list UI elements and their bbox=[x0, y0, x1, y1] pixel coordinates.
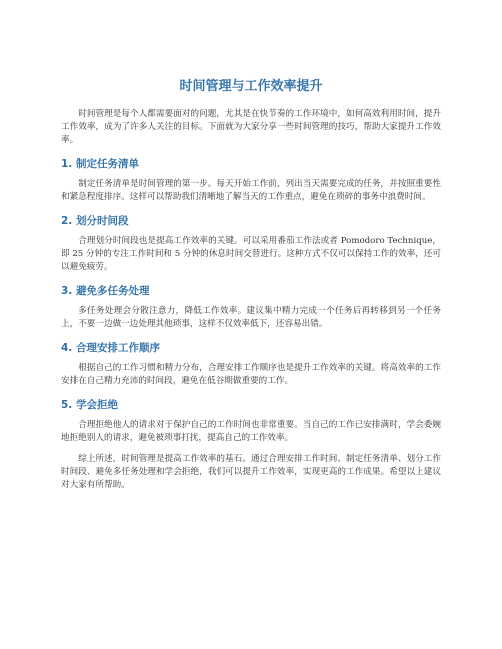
section-body-work-order: 根据自己的工作习惯和精力分布，合理安排工作顺序也是提升工作效率的关键。将高效率的工作安排在自己精力充沛的时间段，避免在低谷期做重要的工作。 bbox=[61, 363, 441, 386]
intro-paragraph: 时间管理是每个人都需要面对的问题，尤其是在快节奏的工作环境中，如何高效利用时间，提升工作效率，成为了许多人关注的目标。下面就为大家分享一些时间管理的技巧，帮助大家提升工作效率。 bbox=[61, 109, 441, 145]
section-heading-avoid-multitasking: 3. 避免多任务处理 bbox=[61, 285, 150, 297]
conclusion-paragraph: 综上所述，时间管理是提高工作效率的基石。通过合理安排工作时间、制定任务清单、划分工作时间段、避免多任务处理和学会拒绝，我们可以提升工作效率，实现更高的工作成果。希望以上建议对大家有所帮助。 bbox=[61, 454, 441, 490]
document-content bbox=[61, 78, 441, 492]
section-body-learn-to-refuse: 合理拒绝他人的请求对于保护自己的工作时间也非常重要。当自己的工作已安排满时，学会委婉地拒绝别人的请求，避免被琐事打扰，提高自己的工作效率。 bbox=[61, 420, 441, 443]
section-heading-time-blocks: 2. 划分时间段 bbox=[61, 215, 129, 227]
document-title: 时间管理与工作效率提升 bbox=[179, 79, 323, 94]
section-body-avoid-multitasking: 多任务处理会分散注意力，降低工作效率。建议集中精力完成一个任务后再转移到另一个任务上，不要一边做一边处理其他琐事，这样不仅效率低下，还容易出错。 bbox=[61, 306, 441, 329]
section-heading-task-list: 1. 制定任务清单 bbox=[61, 158, 139, 170]
section-heading-work-order: 4. 合理安排工作顺序 bbox=[61, 342, 160, 354]
section-body-time-blocks: 合理划分时间段也是提高工作效率的关键。可以采用番茄工作法或者 Pomodoro Technique，即 25 分钟的专注工作时间和 5 分钟的休息时间交替进行。这种方式不仅可以保持工作的效率，还可以避免疲劳。 bbox=[61, 236, 441, 272]
section-body-task-list: 制定任务清单是时间管理的第一步。每天开始工作前，列出当天需要完成的任务，并按照重要性和紧急程度排序。这样可以帮助我们清晰地了解当天的工作重点，避免在琐碎的事务中浪费时间。 bbox=[61, 179, 441, 202]
section-heading-learn-to-refuse: 5. 学会拒绝 bbox=[61, 399, 118, 411]
